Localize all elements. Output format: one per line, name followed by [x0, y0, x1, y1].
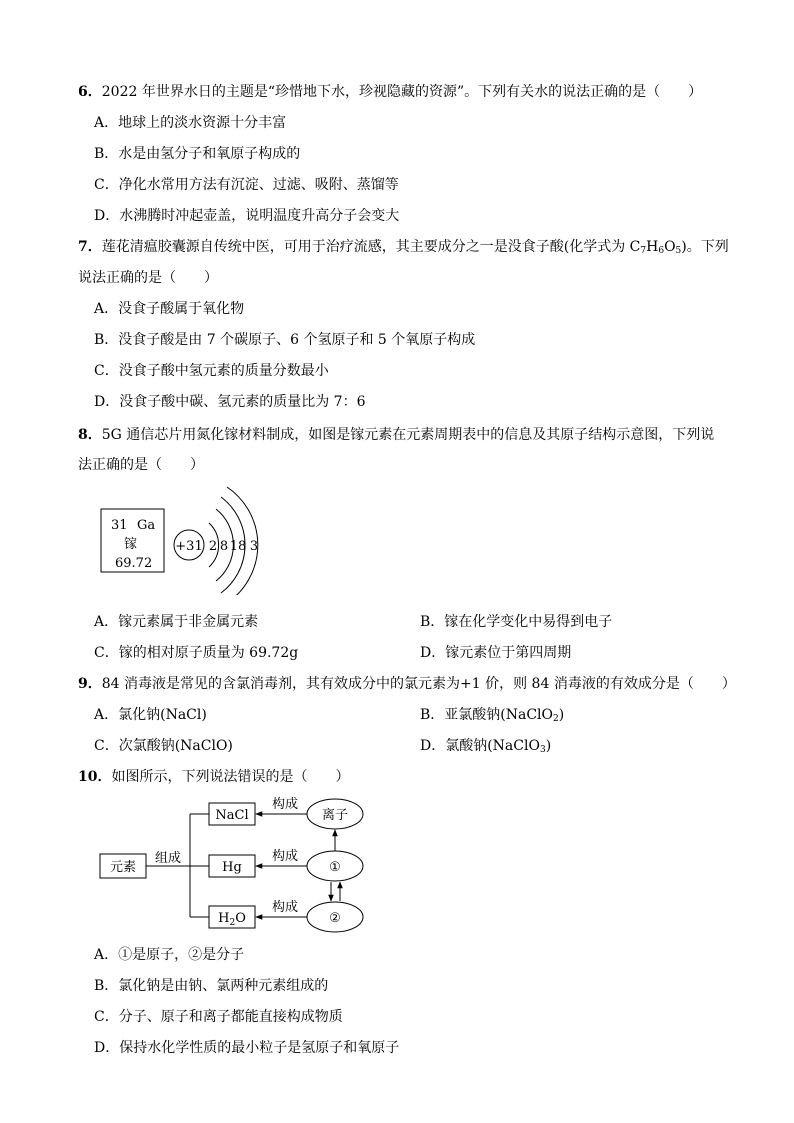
option-d: D．保持水化学性质的最小粒子是氢原子和氧原子: [94, 1040, 400, 1056]
option-b: B．水是由氢分子和氧原子构成的: [94, 146, 301, 162]
option-d: D．水沸腾时冲起壶盖，说明温度升高分子会变大: [94, 208, 400, 224]
option-c: C．次氯酸钠(NaClO): [94, 738, 233, 754]
question-text: 2022 年世界水日的主题是“珍惜地下水，珍视隐藏的资源”。下列有关水的说法正确的是（ ）: [101, 84, 703, 100]
option-b: B．没食子酸是由 7 个碳原子、6 个氢原子和 5 个氧原子构成: [94, 332, 476, 348]
option-c: C．没食子酸中氢元素的质量分数最小: [94, 363, 329, 379]
made-of-label: 构成: [271, 900, 299, 915]
option-a: A．地球上的淡水资源十分丰富: [94, 115, 287, 131]
formula-part: H: [646, 239, 659, 255]
question-number: 8．: [78, 427, 102, 443]
ion-label: 离子: [321, 808, 349, 823]
formula-subscript: 5: [675, 246, 682, 256]
option-d: [420, 736, 551, 756]
compose-label: 组成: [154, 851, 182, 866]
hg-label: Hg: [222, 860, 242, 875]
h2o-label: $H_2O$: [218, 911, 246, 928]
substance-diagram: [95, 792, 375, 940]
shell-electrons: 18: [229, 539, 247, 554]
question-text: 莲花清瘟胶囊源自传统中医，可用于治疗流感，其主要成分之一是没食子酸(化学式为 C: [101, 239, 641, 255]
ellipse-2-label: ②: [329, 911, 341, 926]
option-text: ): [558, 707, 565, 723]
made-of-label: 构成: [271, 849, 299, 864]
question-7-stem: [78, 237, 729, 257]
gallium-figure: [95, 485, 270, 595]
formula-subscript: 7: [640, 246, 647, 256]
question-text: 5G 通信芯片用氮化镓材料制成，如图是镓元素在元素周期表中的信息及其原子结构示意图，下列说: [101, 427, 715, 443]
question-text: )。下列: [681, 239, 729, 255]
question-number: 9．: [78, 676, 102, 692]
element-label: 元素: [109, 860, 137, 875]
question-number: 7．: [78, 239, 102, 255]
formula-subscript: 3: [539, 745, 546, 755]
formula-part: O: [664, 239, 676, 255]
atomic-number: 31: [111, 518, 128, 533]
option-a: A．镓元素属于非金属元素: [94, 614, 259, 630]
question-number: 10．: [78, 769, 112, 785]
option-b: B．氯化钠是由钠、氯两种元素组成的: [94, 978, 329, 994]
shell-electrons: 8: [219, 539, 229, 554]
question-8-stem-line2: 法正确的是（ ）: [78, 457, 204, 473]
made-of-label: 构成: [271, 797, 299, 812]
option-a: A．①是原子，②是分子: [94, 947, 245, 963]
question-text: 84 消毒液是常见的含氯消毒剂，其有效成分中的氯元素为+1 价，则 84 消毒液的有效成分是（ ）: [101, 676, 736, 692]
option-a: A．没食子酸属于氧化物: [94, 301, 245, 317]
option-b: [420, 705, 564, 725]
option-d: D．没食子酸中碳、氢元素的质量比为 7：6: [94, 394, 366, 410]
question-text: 如图所示，下列说法错误的是（ ）: [111, 769, 350, 785]
formula-subscript: 2: [553, 714, 559, 724]
option-c: C．分子、原子和离子都能直接构成物质: [94, 1009, 343, 1025]
atomic-mass: 69.72: [115, 556, 153, 571]
element-name: 镓: [124, 537, 138, 552]
option-text: ): [545, 738, 552, 754]
option-c: C．镓的相对原子质量为 69.72g: [94, 645, 299, 661]
formula-subscript: 6: [658, 246, 665, 256]
shell-electrons: 3: [249, 539, 259, 554]
option-d: D．镓元素位于第四周期: [420, 645, 572, 661]
option-b: B．镓在化学变化中易得到电子: [420, 614, 613, 630]
question-number: 6．: [78, 84, 102, 100]
shell-electrons: 2: [208, 539, 218, 554]
question-7-stem-line2: 说法正确的是（ ）: [78, 270, 218, 286]
question-8-stem: [78, 425, 714, 445]
option-text: B．亚氯酸钠(NaClO: [420, 707, 554, 723]
nuclear-charge: +31: [175, 539, 203, 554]
option-text: D．氯酸钠(NaClO: [420, 738, 540, 754]
ellipse-1-label: ①: [329, 860, 341, 875]
question-9-stem: [78, 674, 736, 694]
element-symbol: Ga: [137, 518, 156, 533]
question-10-stem: [78, 767, 349, 787]
option-a: A．氯化钠(NaCl): [94, 707, 207, 723]
question-6-stem: [78, 82, 702, 102]
option-c: C．净化水常用方法有沉淀、过滤、吸附、蒸馏等: [94, 177, 399, 193]
nacl-label: NaCl: [215, 808, 249, 823]
